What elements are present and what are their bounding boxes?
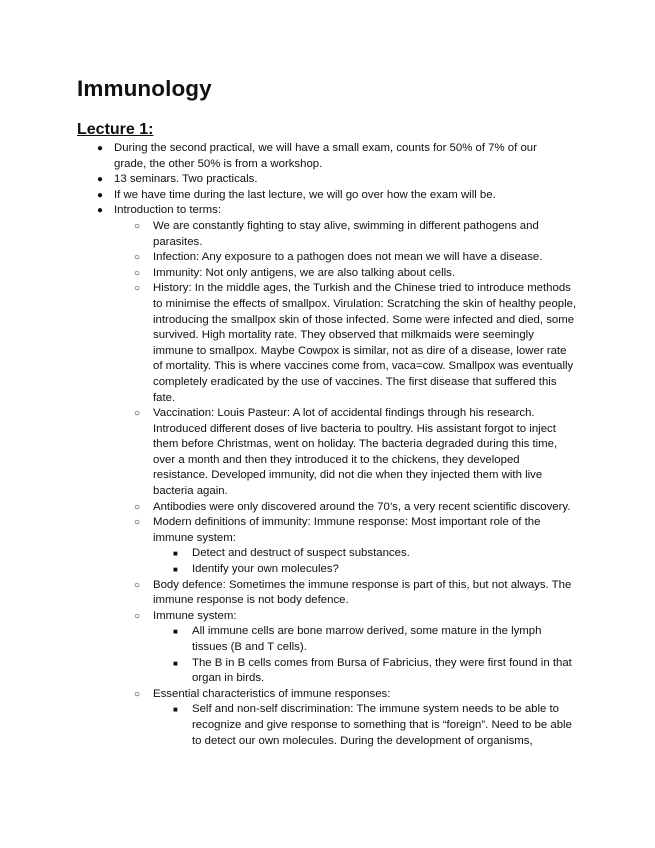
list-item: ■ Self and non-self discrimination: The immune system needs to be able to recognize and give response to something that is “foreign”. Need to be able to detect our own molecules. During the development of organisms, [173, 703, 572, 747]
list-item: ○ We are constantly fighting to stay alive, swimming in different pathogens and parasites. [134, 219, 539, 248]
circle-bullet-icon: ○ [134, 610, 141, 622]
document-title: Immunology [77, 76, 212, 101]
document-body [0, 141, 655, 749]
circle-bullet-icon: ○ [134, 517, 141, 529]
circle-bullet-icon: ○ [134, 220, 141, 232]
main-bullet-list [0, 141, 655, 749]
list-item: ○ History: In the middle ages, the Turkish and the Chinese tried to introduce methods to minimise the effects of smallpox. Virulation: Scratching the skin of healthy people, introducing the smallpox skin of those infected. Some were infected and died, some survived. High mortality rate. They observed that milkmaids were seemingly immune to smallpox. Maybe Cowpox is similar, not as dire of a disease, lower rate of mortality. This is where vaccines come from, vaca=cow. Smallpox was eventually completely eradicated by the use of vaccines. The first disease that suffered this fate. [134, 282, 577, 404]
bullet-icon: ● [97, 205, 104, 217]
list-item: ○ Infection: Any exposure to a pathogen does not mean we will have a disease. [0, 250, 577, 266]
list-item: ○ Vaccination: Louis Pasteur: A lot of accidental findings through his research. Introduced different doses of live bacteria to poultry. His assistant forgot to inject them before Christmas, went on holiday. The bacteria degraded during this time, over a month and then they introduced it to the chickens, they developed resistance. Developed immunity, did not die when they injected them with live bacteria again. [134, 407, 558, 498]
circle-bullet-icon: ○ [134, 267, 141, 279]
bullet-icon: ● [97, 143, 104, 154]
list-item: ■ Identify your own molecules? [0, 562, 577, 578]
list-item: ■ All immune cells are bone marrow derived, some mature in the lymph tissues (B and T cells). [173, 625, 542, 653]
list-item: ○ Modern definitions of immunity: Immune response: Most important role of the immune system: ■ Detect and destruct of suspect substances. ■ Identify your own molecules? [0, 515, 577, 577]
circle-bullet-icon: ○ [134, 252, 141, 264]
list-item: ○ Immune system: ■ All immune cells are bone marrow derived, some mature in the lymph tissues (B and T cells). ■ The B in B cells comes from Bursa of Fabricius, they were first found in that organ in birds. [0, 609, 577, 687]
list-item: ● If we have time during the last lecture, we will go over how the exam will be. [0, 188, 554, 204]
circle-bullet-icon: ○ [134, 688, 141, 700]
square-bullet-icon: ■ [173, 658, 178, 668]
list-item: ○ Antibodies were only discovered around the 70’s, a very recent scientific discovery. [0, 500, 577, 516]
square-bullet-icon: ■ [173, 627, 178, 637]
bullet-icon: ● [97, 174, 104, 186]
square-bullet-icon: ■ [173, 565, 178, 575]
circle-bullet-icon: ○ [134, 501, 141, 513]
section-heading: Lecture 1: [77, 121, 154, 138]
essential-characteristics-sublist [0, 702, 655, 749]
square-bullet-icon: ■ [173, 705, 178, 715]
list-item: ○ Immunity: Not only antigens, we are also talking about cells. [0, 266, 577, 282]
immune-system-sublist [0, 624, 655, 686]
square-bullet-icon: ■ [173, 549, 178, 559]
modern-definitions-sublist [0, 546, 655, 577]
list-item: ○ Body defence: Sometimes the immune response is part of this, but not always. The immune response is not body defence. [134, 578, 572, 607]
list-item: ● 13 seminars. Two practicals. [0, 172, 554, 188]
circle-bullet-icon: ○ [134, 579, 141, 591]
circle-bullet-icon: ○ [134, 408, 141, 420]
list-item: ● During the second practical, we will have a small exam, counts for 50% of 7% of our grade, the other 50% is from a workshop. [97, 142, 537, 170]
terms-sublist [0, 219, 655, 749]
list-item: ■ The B in B cells comes from Bursa of Fabricius, they were first found in that organ in birds. [173, 656, 572, 685]
list-item: ● Introduction to terms: ○ We are constantly fighting to stay alive, swimming in different pathogens and parasites. ○ Infection: Any exposure to a pathogen does not mean we will have a disease. ○ Immunity: Not only antigens, we are also talking about cells. ○ History: In the middle ages, the Turkish and the Chinese tried to introduce methods to minimise the effects of smallpox. Virulation: Scratching the skin of healthy people, introducing the smallpox skin of those infected. Some were infected and died, some survived. High mortality rate. They observed that milkmaids were seemingly immune to smallpox. Maybe Cowpox is similar, not as dire of a disease, lower rate of mortality. This is where vaccines come from, vaca=cow. Smallpox was eventually completely eradicated by the use of vaccines. The first disease that suffered this fate. ○ Vaccination: Louis Pasteur: A lot of accidental findings through his research. Introduced different doses of live bacteria to poultry. His assistant forgot to inject them before Christmas, went on holiday. The bacteria degraded during this time, over a month and then they introduced it to the chickens, they developed resistance. Developed immunity, did not die when they injected them with live bacteria again. ○ Antibodies were only discovered around the 70’s, a very recent scientific discovery. ○ Modern definitions of immunity: Immune response: Most important role of the immune system: ■ Detect and destruct of suspect substances. ■ Identify your own molecules? ○ Body defence: Sometimes the immune response is part of this, but not always. The immune response is not body defence. ○ Immune system: ■ All immune cells are bone marrow derived, some mature in the lymph tissues (B and T cells). ■ The B in B cells comes from Bursa of Fabricius, they were first found in that organ in birds. ○ Essential characteristics of immune responses: ■ Self and non-self discrimination: The immune system needs to be able to recognize and give response to something that is “foreign”. Need to be able to detect our own molecules. During the development of organisms, [0, 203, 554, 749]
circle-bullet-icon: ○ [134, 283, 141, 295]
list-item: ■ Detect and destruct of suspect substances. [0, 546, 577, 562]
list-item: ○ Essential characteristics of immune responses: ■ Self and non-self discrimination: The immune system needs to be able to recognize and give response to something that is “foreign”. Need to be able to detect our own molecules. During the development of organisms, [0, 687, 577, 749]
bullet-icon: ● [97, 189, 104, 201]
